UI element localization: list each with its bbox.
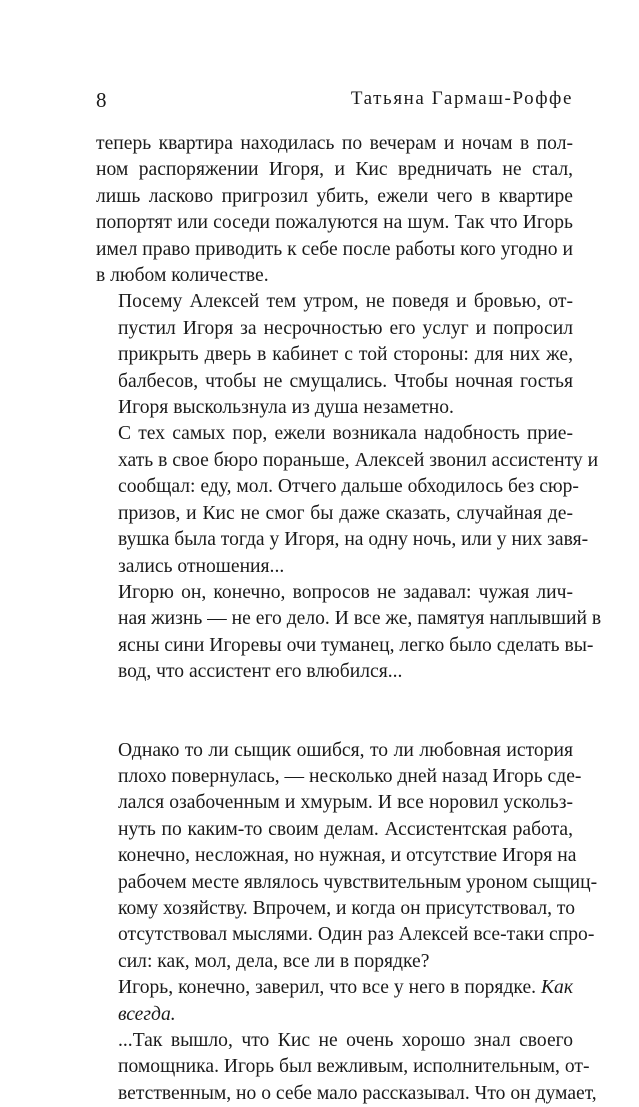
text-line: имел право приводить к себе после работы кого угодно и: [96, 238, 573, 260]
text-line: сообщал: еду, мол. Отчего дальше обходилось без сюр-: [118, 476, 579, 498]
text-line: конечно, несложная, но нужная, и отсутствие Игоря на: [118, 845, 577, 867]
text-line: Игоря выскользнула из душа незаметно.: [118, 397, 454, 419]
paragraph-2: [96, 289, 573, 421]
paragraph-7: [96, 1028, 597, 1107]
italic-text: всегда.: [118, 1003, 176, 1025]
text-line: сил: как, мол, дела, все ли в порядке?: [118, 950, 430, 972]
text-line: ясны сини Игоревы очи туманец, легко было сделать вы-: [118, 634, 594, 656]
text-line: плохо повернулась, — несколько дней назад Игорь сде-: [118, 765, 582, 787]
text-line: вушка была тогда у Игоря, на одну ночь, или у них завя-: [118, 529, 589, 551]
text-line: ...Так вышло, что Кис не очень хорошо знал своего: [118, 1030, 573, 1051]
text-run: Игорь, конечно, заверил, что все у него в порядке.: [118, 977, 537, 999]
text-line: прикрыть дверь в кабинет с той стороны: для них же,: [118, 344, 573, 366]
paragraph-3: [96, 421, 599, 579]
page-number: 8: [96, 88, 107, 112]
text-line: Игорю он, конечно, вопросов не задавал: чужая лич-: [118, 581, 573, 603]
text-line: балбесов, чтобы не смущались. Чтобы ночная гостья: [118, 370, 573, 392]
text-line: пустил Игоря за несрочностью его услуг и попросил: [118, 317, 573, 339]
text-line: отсутствовал мыслями. Один раз Алексей все-таки спро-: [118, 924, 595, 946]
text-line: ветственным, но о себе мало рассказывал. Что он думает,: [118, 1082, 597, 1104]
body-text: [96, 131, 602, 1107]
text-line: лался озабоченным и хмурым. И все норовил ускольз-: [118, 792, 573, 814]
text-line: С тех самых пор, ежели возникала надобность прие-: [118, 423, 573, 445]
text-line: призов, и Кис не смог бы даже сказать, случайная де-: [118, 502, 573, 524]
text-line: кому хозяйству. Впрочем, и когда он присутствовал, то: [118, 897, 576, 919]
text-line: теперь квартира находилась по вечерам и ночам в пол-: [96, 133, 573, 154]
text-line: [96, 1002, 573, 1028]
text-line: Однако то ли сыщик ошибся, то ли любовная история: [118, 739, 573, 761]
text-line: зались отношения...: [118, 555, 285, 577]
text-line: нуть по каким-то своим делам. Ассистентская работа,: [118, 818, 573, 840]
italic-text: Как: [541, 977, 573, 999]
text-line: хать в свое бюро пораньше, Алексей звонил ассистенту и: [118, 449, 599, 471]
text-line: Посему Алексей тем утром, не поведя и бровью, от-: [118, 291, 573, 313]
paragraph-5: [96, 738, 598, 976]
running-title: Татьяна Гармаш-Роффе: [350, 88, 573, 109]
text-line: ном распоряжении Игоря, и Кис вредничать не стал,: [96, 159, 573, 181]
text-line: лишь ласково пригрозил убить, ежели чего в квартире: [96, 185, 573, 207]
paragraph-6: [96, 975, 573, 1028]
section-break: [96, 686, 573, 738]
paragraph-4: [96, 580, 602, 686]
text-line: попортят или соседи пожалуются на шум. Так что Игорь: [96, 212, 573, 234]
text-line: помощника. Игорь был вежливым, исполнительным, от-: [118, 1056, 590, 1078]
text-line: [96, 975, 573, 1001]
text-line: в любом количестве.: [96, 265, 269, 287]
text-line: рабочем месте являлось чувствительным уроном сыщиц-: [118, 871, 598, 893]
page-header: [96, 88, 573, 118]
text-line: ная жизнь — не его дело. И все же, памятуя наплывший в: [118, 608, 602, 630]
paragraph-1: [96, 131, 573, 289]
text-line: вод, что ассистент его влюбился...: [118, 661, 403, 683]
